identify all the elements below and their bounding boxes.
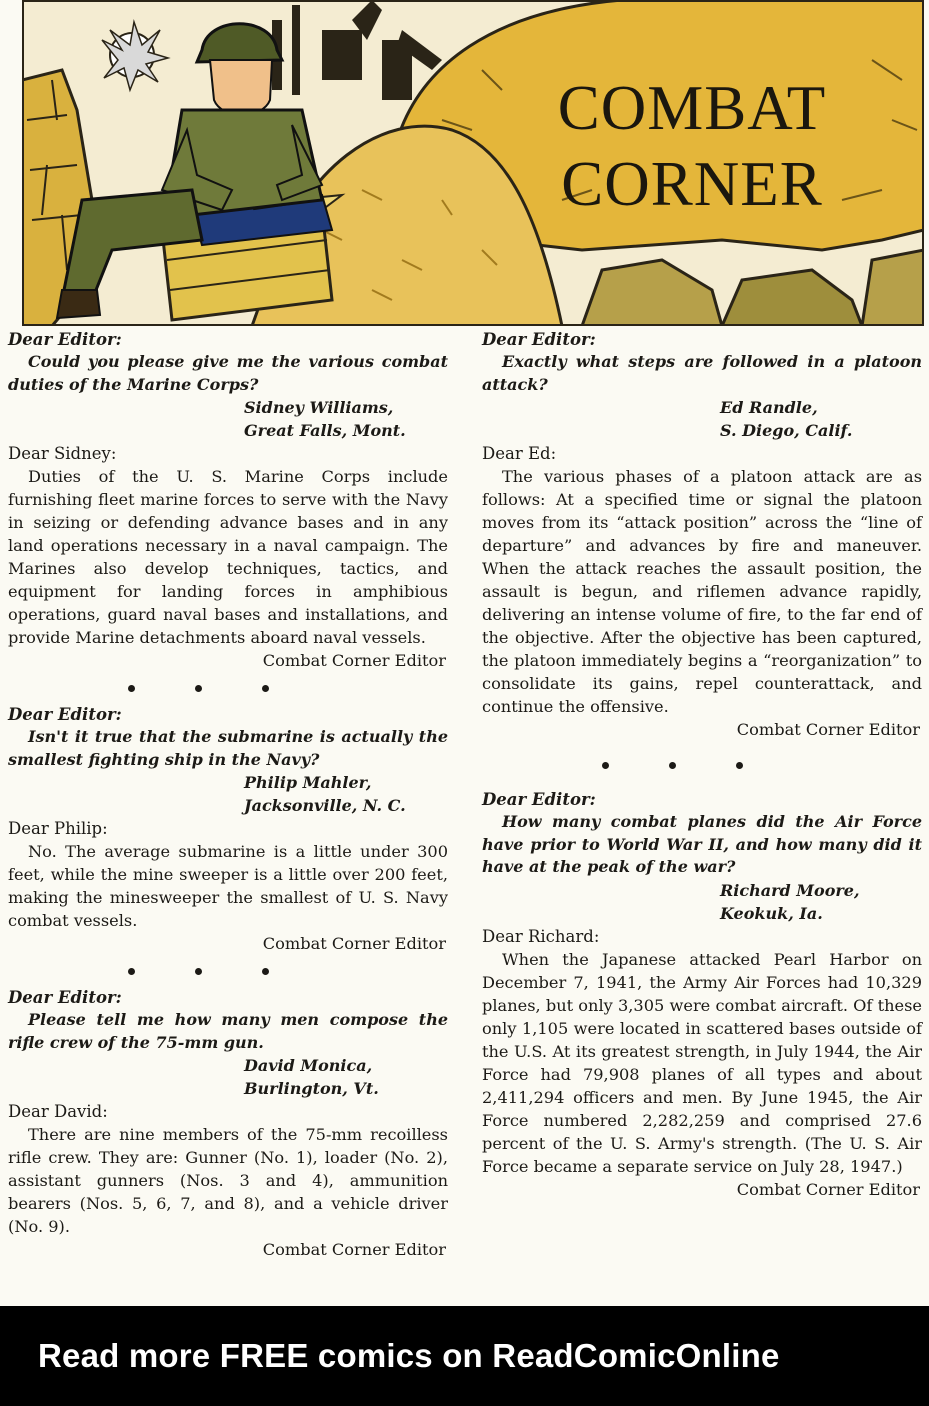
letter-question: Please tell me how many men compose the rifle crew of the 75-mm gun.: [8, 1010, 448, 1052]
reply-text: The various phases of a platoon attack are as follows: At a specified time or signal the platoon moves from its “attack position” across the “line of departure” and advances by fire and maneuver. When the attack reaches the assault position, the assault is begun, and riflemen advance rapidly, delivering an intense volume of fire, to the far end of the objective. After the objective has been captured, the platoon immediately begins a “reorganization” to consolidate its gains, repel counterattack, and continue the offensive.: [482, 467, 922, 716]
section-divider: [8, 673, 448, 703]
signer-place: Great Falls, Mont.: [244, 421, 406, 440]
editor-signoff: Combat Corner Editor: [262, 934, 446, 953]
letter-question: Could you please give me the various combat duties of the Marine Corps?: [8, 352, 448, 394]
reply-text: No. The average submarine is a little under 300 feet, while the mine sweeper is a little over 200 feet, making the minesweeper the smallest of U. S. Navy combat vessels.: [8, 842, 448, 930]
signer-name: Philip Mahler,: [244, 773, 372, 792]
signer-place: Keokuk, Ia.: [720, 903, 823, 923]
letter-salutation: Dear Editor:: [8, 330, 122, 349]
letter-salutation: Dear Editor:: [482, 790, 596, 809]
editor-signoff: Combat Corner Editor: [736, 1179, 920, 1199]
reply-text: Duties of the U. S. Marine Corps include furnishing fleet marine forces to serve with the Navy in seizing or defending advance bases and in any land operations necessary in a naval campaign. The Marines also develop techniques, tactics, and equipment for landing forces in amphibious operations, guard naval bases and installations, and provide Marine detachments aboard naval vessels.: [8, 467, 448, 647]
signer-name: Sidney Williams,: [244, 398, 394, 417]
letter-question: Exactly what steps are followed in a platoon attack?: [482, 352, 922, 394]
signer-name: Ed Randle,: [720, 398, 818, 417]
signer-name: David Monica,: [244, 1056, 373, 1075]
letter-question: Isn't it true that the submarine is actually the smallest fighting ship in the Navy?: [8, 727, 448, 769]
page-title: [522, 70, 862, 222]
letter-salutation: Dear Editor:: [482, 330, 596, 349]
reply-salutation: Dear Richard:: [482, 926, 600, 946]
section-divider: [8, 956, 448, 986]
editor-signoff: Combat Corner Editor: [262, 651, 446, 670]
signer-name: Richard Moore,: [720, 880, 860, 900]
signer-place: S. Diego, Calif.: [720, 421, 853, 440]
letter-rifle-crew: [8, 986, 448, 1262]
title-line-1: COMBAT: [557, 73, 827, 143]
promo-banner-text[interactable]: Read more FREE comics on ReadComicOnline: [38, 1337, 780, 1374]
title-line-2: CORNER: [561, 149, 823, 219]
letter-platoon-attack: [482, 328, 922, 742]
reply-text: When the Japanese attacked Pearl Harbor on December 7, 1941, the Army Air Forces had 10,329 planes, but only 3,305 were combat aircraft. Of these only 1,105 were located in scattered bases outside of the U.S. At its greatest strength, in July 1944, the Air Force had 79,908 planes of all types and about 2,411,294 officers and men. By June 1945, the Air Force numbered 2,282,259 and comprised 27.6 percent of the U. S. Army's strength. (The U. S. Air Force became a separate service on July 28, 1947.): [482, 949, 922, 1176]
right-column: [482, 328, 922, 1202]
letter-question: How many combat planes did the Air Force have prior to World War II, and how many did it have at the peak of the war?: [482, 812, 922, 876]
header-illustration: [22, 0, 924, 326]
reply-salutation: Dear Philip:: [8, 819, 108, 838]
promo-banner[interactable]: [0, 1306, 929, 1406]
reply-text: There are nine members of the 75-mm recoilless rifle crew. They are: Gunner (No. 1), loader (No. 2), assistant gunners (Nos. 3 and 4), ammunition bearers (Nos. 5, 6, 7, and 8), and a vehicle driver (No. 9).: [8, 1125, 448, 1236]
left-column: [8, 328, 448, 1262]
letter-salutation: Dear Editor:: [8, 988, 122, 1007]
letter-marine-duties: [8, 328, 448, 673]
reply-salutation: Dear Ed:: [482, 444, 557, 463]
letter-air-force: [482, 788, 922, 1202]
reply-salutation: Dear Sidney:: [8, 444, 117, 463]
reply-salutation: Dear David:: [8, 1102, 108, 1121]
editor-signoff: Combat Corner Editor: [736, 720, 920, 739]
letter-submarine: [8, 703, 448, 956]
signer-place: Jacksonville, N. C.: [244, 796, 406, 815]
signer-place: Burlington, Vt.: [244, 1079, 379, 1098]
section-divider: [482, 742, 922, 788]
editor-signoff: Combat Corner Editor: [262, 1240, 446, 1259]
letter-salutation: Dear Editor:: [8, 705, 122, 724]
